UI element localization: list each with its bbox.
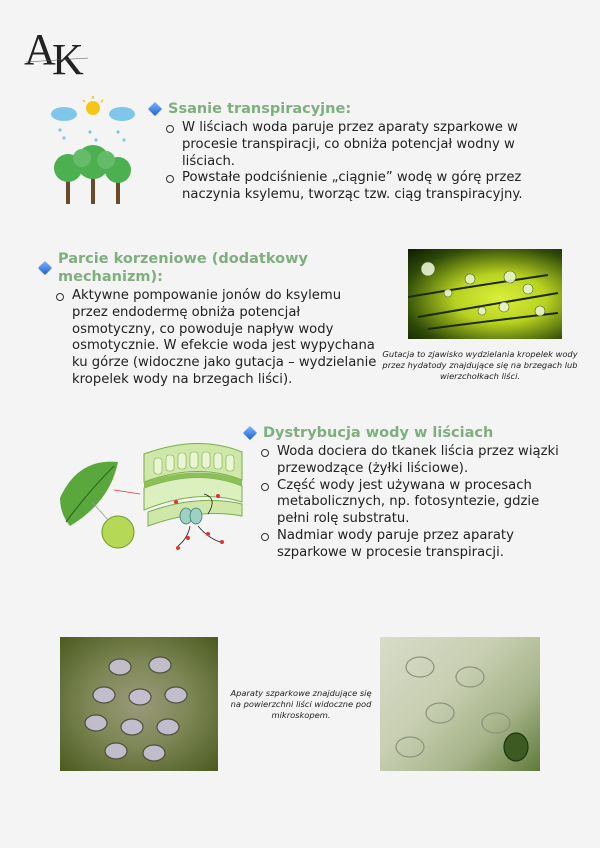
section-water-distribution bbox=[245, 424, 565, 562]
blue-diamond-icon bbox=[148, 102, 162, 116]
list-item: W liściach woda paruje przez aparaty szparkowe w procesie transpiracji, co obniża potencjał wodny w liściach. bbox=[164, 120, 570, 170]
section-transpiration-pull bbox=[150, 100, 570, 204]
list-item: Część wody jest używana w procesach metabolicznych, np. fotosyntezie, gdzie pełni rolę substratu. bbox=[259, 478, 565, 528]
list-item: Nadmiar wody paruje przez aparaty szparkowe w procesie transpiracji. bbox=[259, 528, 565, 562]
bullet-list bbox=[54, 288, 380, 389]
stomata-caption: Aparaty szparkowe znajdujące się na powierzchni liści widoczne pod mikroskopem. bbox=[230, 688, 372, 720]
svg-text:A: A bbox=[24, 25, 56, 74]
section-heading: Parcie korzeniowe (dodatkowy mechanizm): bbox=[58, 251, 308, 285]
list-item: Aktywne pompowanie jonów do ksylemu przez endodermę obniża potencjał osmotyczny, co powoduje napływ wody osmotycznie. W efekcie woda jest wypychana ku górze (widoczne jako gutacja – wydzielanie kropelek wody na brzegach liści). bbox=[54, 288, 380, 389]
list-item: Woda dociera do tkanek liścia przez wiązki przewodzące (żyłki liściowe). bbox=[259, 444, 565, 478]
section-root-pressure bbox=[40, 250, 380, 389]
section-heading: Ssanie transpiracyjne: bbox=[168, 101, 352, 117]
gutation-photo bbox=[408, 249, 562, 339]
bullet-list bbox=[259, 444, 565, 562]
transpiration-trees-illustration bbox=[48, 96, 138, 208]
svg-text:K: K bbox=[52, 35, 84, 80]
bullet-list bbox=[164, 120, 570, 204]
blue-diamond-icon bbox=[243, 426, 257, 440]
list-item: Powstałe podciśnienie „ciągnie” wodę w górę przez naczynia ksylemu, tworząc tzw. ciąg transpiracyjny. bbox=[164, 170, 570, 204]
gutation-caption: Gutacja to zjawisko wydzielania kropelek wody przez hydatody znajdujące się na brzegach lub wierzchołkach liści. bbox=[382, 349, 578, 381]
blue-diamond-icon bbox=[38, 261, 52, 275]
section-heading: Dystrybucja wody w liściach bbox=[263, 425, 494, 441]
stomata-microscope-photo-left bbox=[60, 637, 218, 771]
leaf-cross-section-illustration bbox=[58, 438, 244, 558]
stomata-microscope-photo-right bbox=[380, 637, 540, 771]
logo bbox=[22, 18, 92, 80]
